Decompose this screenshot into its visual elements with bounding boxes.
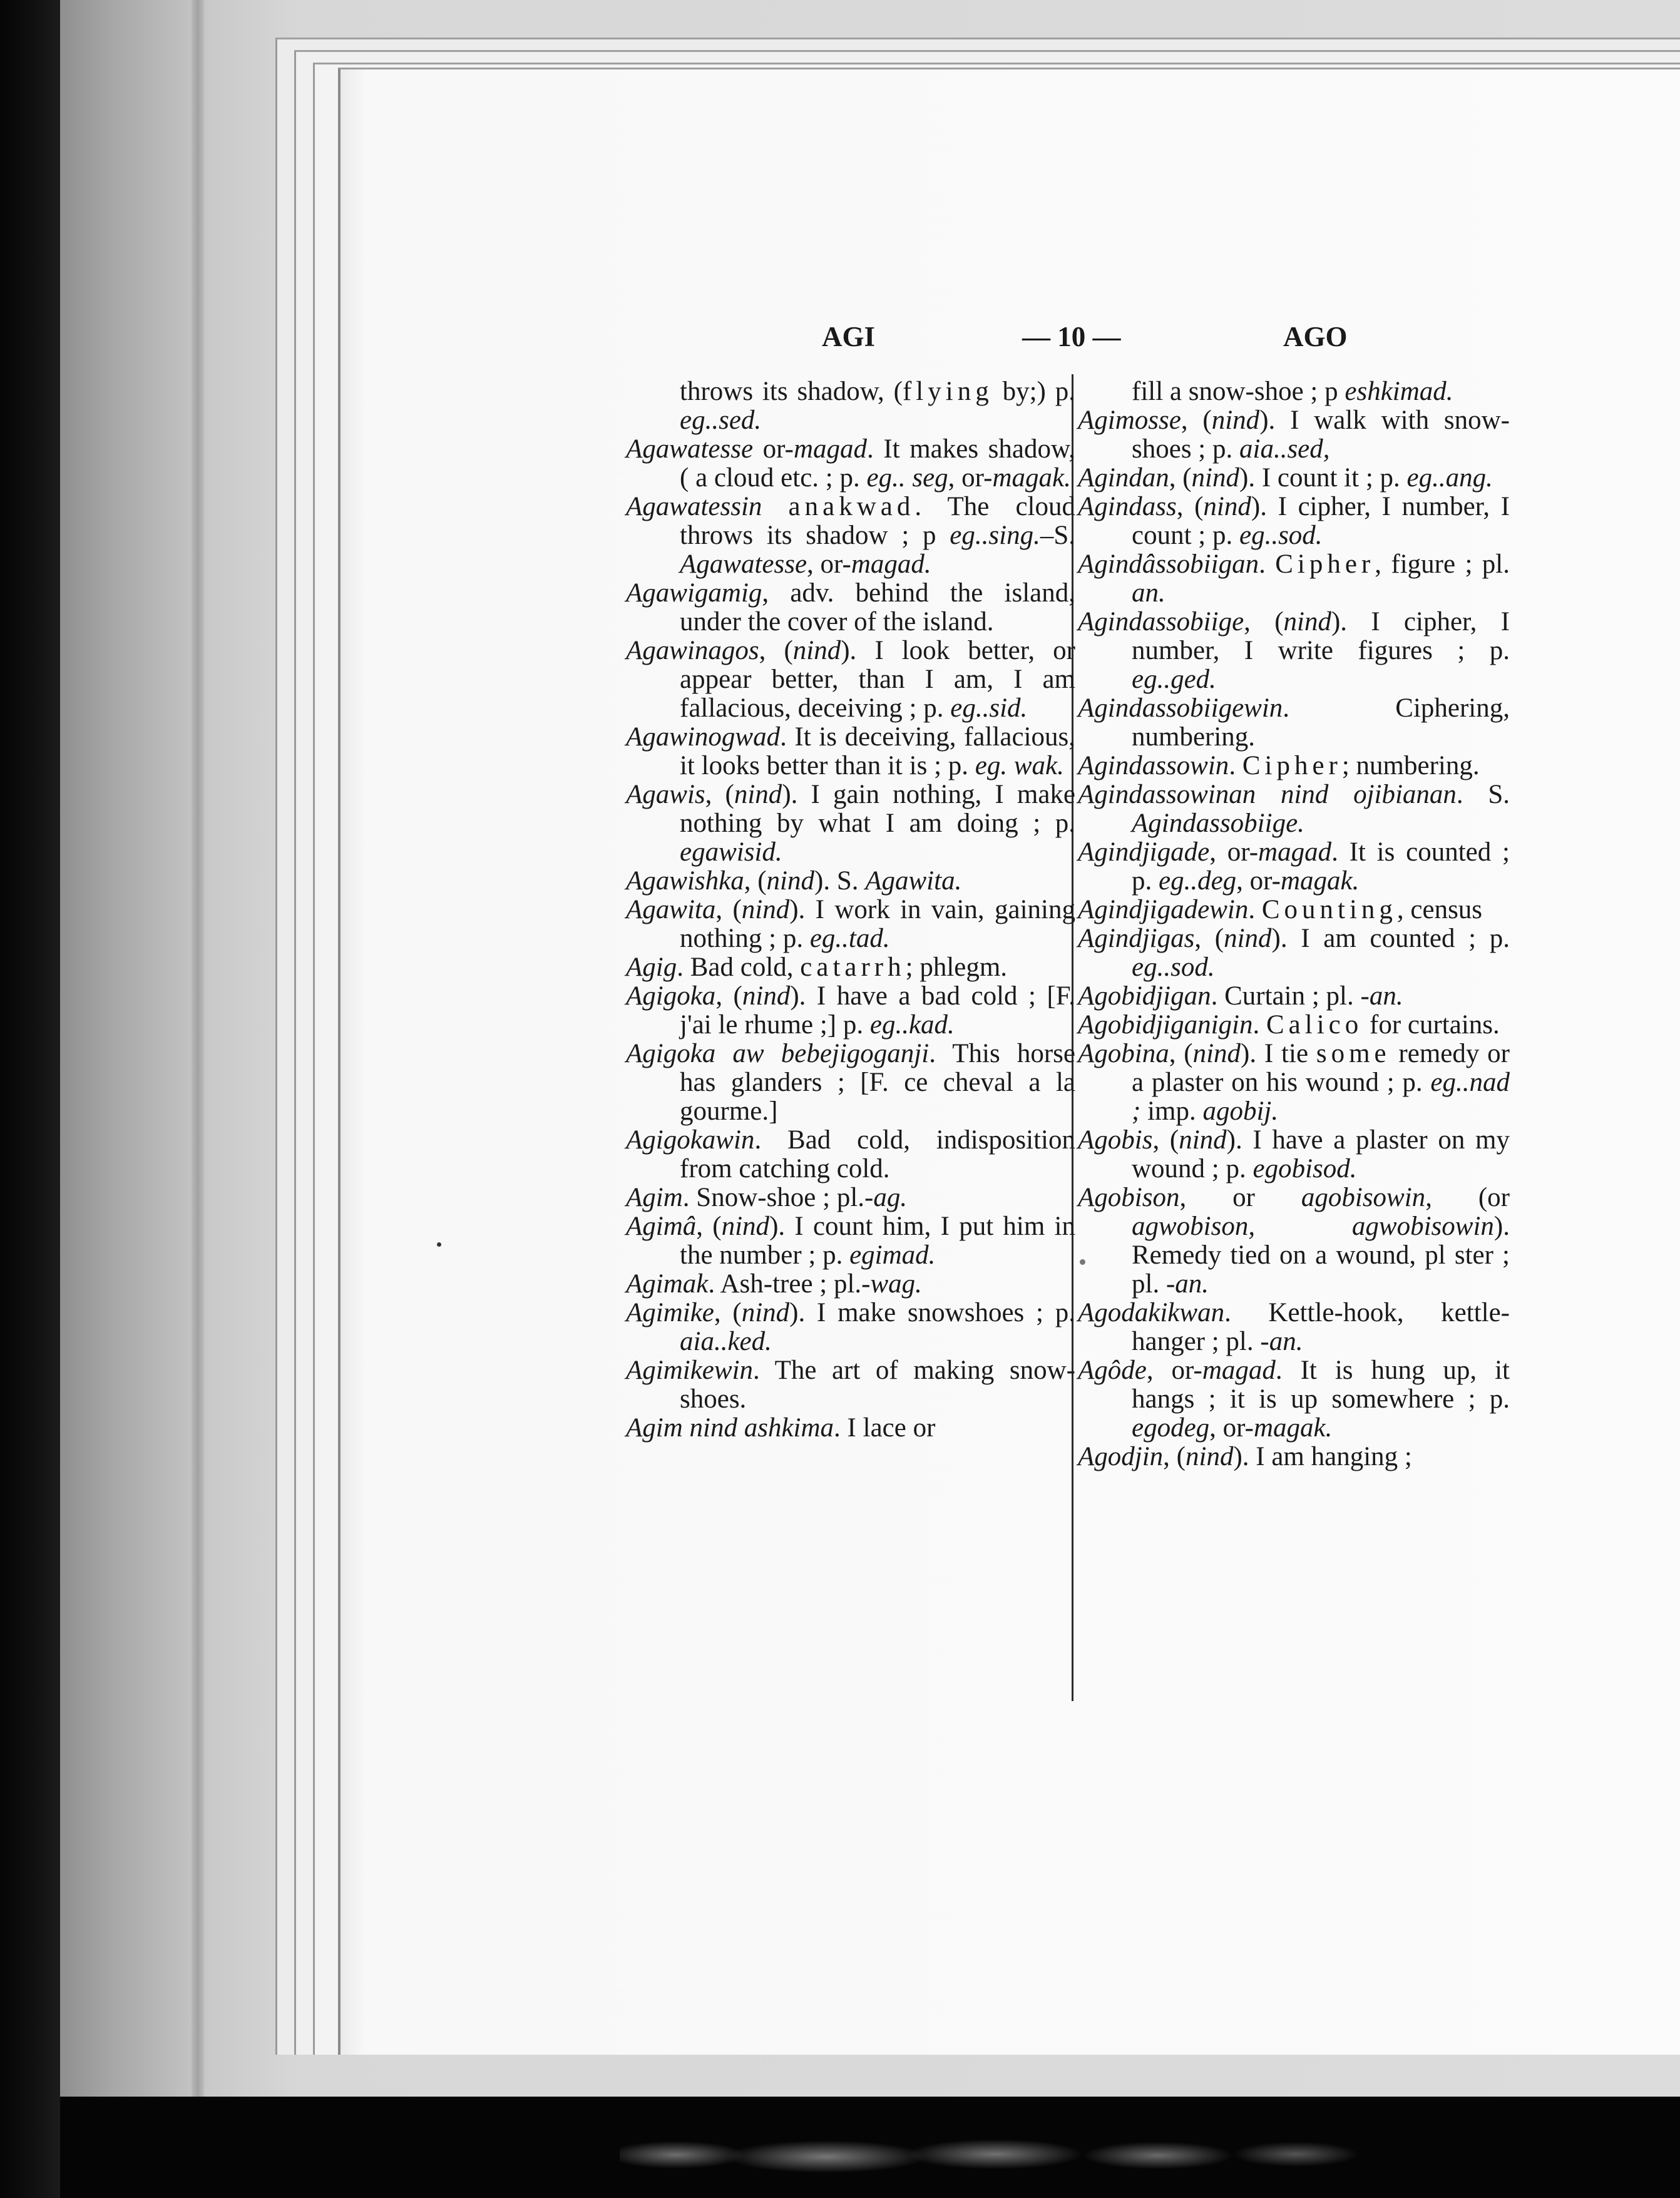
entry-headword: Agobina xyxy=(1078,1039,1169,1068)
dictionary-entry xyxy=(626,867,1075,896)
entry-italic-text: agobisowin xyxy=(1301,1183,1426,1212)
ink-speck xyxy=(437,1242,441,1247)
dictionary-entry xyxy=(626,1356,1075,1414)
entry-text: , ( xyxy=(1244,607,1284,636)
entry-text: . It makes shadow, ( a cloud etc. ; p. xyxy=(680,434,1076,493)
entry-italic-text: magak. xyxy=(1253,1413,1333,1443)
entry-text: –S. xyxy=(1040,521,1075,550)
dictionary-entry xyxy=(626,636,1075,723)
entry-headword: Agindassowin xyxy=(1078,751,1229,780)
dictionary-entry xyxy=(1078,608,1510,694)
dictionary-entry xyxy=(1078,464,1510,493)
dictionary-entry xyxy=(626,1040,1075,1126)
entry-headword: Agobidjigan xyxy=(1078,981,1211,1011)
entry-text: ). I count him, I put him in the number ; p. xyxy=(680,1212,1075,1270)
entry-text: or- xyxy=(753,434,794,464)
entry-text: . Snow-shoe ; pl.- xyxy=(682,1183,874,1212)
entry-italic-text: eshkimad. xyxy=(1345,377,1453,406)
entry-text: ). I gain nothing, I make nothing by what I am doing ; p. xyxy=(680,780,1075,838)
entry-text: . S. xyxy=(1456,780,1510,809)
entry-text: , ( xyxy=(1163,1442,1186,1471)
entry-text: . xyxy=(1248,895,1262,924)
entry-spaced-text: Counting xyxy=(1261,895,1397,924)
entry-italic-text: magad. xyxy=(851,550,931,579)
entry-italic-text: nind xyxy=(721,1212,770,1241)
entry-italic-text: nind xyxy=(1203,492,1251,521)
dictionary-entry xyxy=(1078,493,1510,550)
entry-text: fill a snow-shoe ; p xyxy=(1132,377,1345,406)
entry-italic-text: nind xyxy=(1283,607,1331,636)
entry-text: ). I have a bad cold ; [F. j'ai le rhume ;] p. xyxy=(680,981,1075,1040)
entry-italic-text: egobisod. xyxy=(1252,1154,1357,1183)
entry-italic-text: wag. xyxy=(870,1269,922,1299)
entry-spaced-text: Calico xyxy=(1266,1010,1363,1040)
entry-spaced-text: Cipher xyxy=(1242,751,1342,780)
entry-text: , ( xyxy=(715,981,742,1011)
entry-spaced-text: anakwad xyxy=(788,492,915,521)
entry-text: , ( xyxy=(696,1212,722,1241)
entry-text: ). I am hanging ; xyxy=(1233,1442,1412,1471)
entry-italic-text: nind xyxy=(734,780,782,809)
entry-headword: Agobidjiganigin xyxy=(1078,1010,1253,1040)
page-number: — 10 — xyxy=(1022,321,1121,352)
entry-headword: Agawinogwad xyxy=(626,722,781,752)
entry-text: ). I have a plaster on my wound ; p. xyxy=(1132,1125,1510,1183)
entry-italic-text: agwobison, agwobisowin xyxy=(1132,1212,1494,1241)
entry-text: ). I tie xyxy=(1241,1039,1316,1068)
entry-italic-text: nind xyxy=(1179,1125,1227,1155)
entry-italic-text: eg..sid. xyxy=(950,693,1028,723)
dictionary-entry xyxy=(1078,1011,1510,1040)
entry-text: . This horse has glanders ; [F. ce cheval a la gourme.] xyxy=(680,1039,1075,1126)
entry-italic-text: magak. xyxy=(1280,866,1360,896)
entry-headword: Agig xyxy=(626,953,677,982)
dictionary-entry xyxy=(626,1299,1075,1356)
entry-spaced-text: some xyxy=(1316,1039,1391,1068)
entry-italic-text: eg..nad ; xyxy=(1132,1068,1510,1126)
entry-text: , ( xyxy=(1194,924,1224,953)
dictionary-entry xyxy=(626,953,1075,982)
entry-italic-text: eg..ged. xyxy=(1132,665,1216,694)
entry-italic-text: eg..sed. xyxy=(680,406,762,435)
dictionary-entry xyxy=(626,1414,1075,1443)
entry-text: ). I count it ; p. xyxy=(1239,463,1407,493)
entry-headword: Agigoka aw bebejigoganji xyxy=(626,1039,930,1068)
entry-italic-text: an. xyxy=(1175,1269,1209,1299)
entry-text: . Ash-tree ; pl.- xyxy=(708,1269,871,1299)
entry-italic-text: eg. wak. xyxy=(975,751,1064,780)
entry-headword: Agindass xyxy=(1078,492,1177,521)
entry-headword: Agawatessin xyxy=(626,492,789,521)
dictionary-entry xyxy=(1078,1299,1510,1356)
entry-text: , figure ; pl. xyxy=(1375,550,1510,579)
entry-headword: Agimosse xyxy=(1078,406,1181,435)
entry-text: , or- xyxy=(1209,837,1259,867)
entry-text: ). I am counted ; p. xyxy=(1271,924,1510,953)
entry-text: . It is hung up, it hangs ; it is up somewhere ; p. xyxy=(1132,1356,1510,1414)
entry-italic-text: nind xyxy=(1191,463,1239,493)
dictionary-entry xyxy=(626,1126,1075,1183)
entry-italic-text: nind xyxy=(766,866,814,896)
scan-smudge xyxy=(620,2133,1358,2177)
entry-headword: Agobis xyxy=(1078,1125,1153,1155)
entry-italic-text: nind xyxy=(741,1298,790,1327)
entry-text: . Bad cold, xyxy=(677,953,801,982)
entry-headword: Agindassowinan nind ojibianan xyxy=(1078,780,1457,809)
entry-headword: Agigokawin xyxy=(626,1125,755,1155)
entry-spaced-text: catarrh xyxy=(800,953,906,982)
dictionary-entry xyxy=(626,780,1075,867)
entry-text: , ( xyxy=(705,780,734,809)
entry-italic-text: eg..sing. xyxy=(950,521,1040,550)
entry-italic-text: ag. xyxy=(873,1183,908,1212)
entry-text: , adv. behind the island, under the cover of the island. xyxy=(680,578,1075,636)
entry-text: , ( xyxy=(715,895,742,924)
entry-text: , census xyxy=(1396,895,1483,924)
entry-text: , ( xyxy=(714,1298,742,1327)
dictionary-entry xyxy=(1078,896,1510,924)
scan-left-edge xyxy=(0,0,60,2198)
entry-headword: Agindâssobiigan xyxy=(1078,550,1259,579)
entry-text: ). S. xyxy=(814,866,866,896)
entry-headword: Agawinagos xyxy=(626,636,759,665)
entry-text: , or- xyxy=(1146,1356,1202,1385)
entry-italic-text: magad xyxy=(1258,837,1332,867)
entry-headword: Agimike xyxy=(626,1298,714,1327)
entry-italic-text: eg..kad. xyxy=(869,1010,955,1040)
entry-text: , ( xyxy=(1181,406,1212,435)
entry-text: , ( xyxy=(1169,1039,1193,1068)
entry-text: imp. xyxy=(1140,1096,1203,1126)
entry-text: , ( xyxy=(1176,492,1204,521)
entry-text: , ( xyxy=(744,866,767,896)
entry-text: . Ciphering, numbering. xyxy=(1132,693,1510,752)
entry-text: , or- xyxy=(1236,866,1281,896)
entry-headword: Agodjin xyxy=(1078,1442,1164,1471)
dictionary-entry xyxy=(626,982,1075,1040)
dictionary-entry xyxy=(1078,1183,1510,1299)
dictionary-entry xyxy=(1078,406,1510,464)
entry-headword: Agigoka xyxy=(626,981,716,1011)
entry-text: . xyxy=(1259,550,1276,579)
entry-text: , or- xyxy=(807,550,851,579)
entry-italic-text: nind xyxy=(1211,406,1260,435)
entry-italic-text: aia..ked. xyxy=(680,1327,772,1356)
entry-italic-text: eg..sod. xyxy=(1239,521,1323,550)
running-head-left: AGI xyxy=(822,321,876,352)
entry-headword: Agindjigadewin xyxy=(1078,895,1249,924)
entry-headword: Agindan xyxy=(1078,463,1169,493)
entry-text: , or- xyxy=(1209,1413,1254,1443)
entry-italic-text: an. xyxy=(1269,1327,1303,1356)
entry-text: , ( xyxy=(759,636,793,665)
entry-italic-text: nind xyxy=(1192,1039,1241,1068)
entry-italic-text: nind xyxy=(792,636,841,665)
entry-text: . The cloud throws its shadow ; p xyxy=(680,492,1075,550)
running-head-right: AGO xyxy=(1283,321,1348,352)
entry-headword: Agodakikwan xyxy=(1078,1298,1225,1327)
entry-text: , or- xyxy=(948,463,993,493)
entry-text: ). I cipher, I number, I write figures ; p. xyxy=(1132,607,1510,665)
entry-italic-text: Agawatesse xyxy=(680,550,807,579)
dictionary-entry xyxy=(626,896,1075,953)
entry-text: ). I make snowshoes ; p. xyxy=(789,1298,1075,1327)
entry-headword: Agawigamig xyxy=(626,578,762,608)
entry-italic-text: nind xyxy=(1186,1442,1234,1471)
entry-headword: Agawita xyxy=(626,895,716,924)
dictionary-entry xyxy=(626,1212,1075,1270)
entry-text: ). I look better, or appear better, than I am, I am fallacious, deceiving ; p. xyxy=(680,636,1075,723)
dictionary-entry xyxy=(626,1270,1075,1299)
entry-headword: Agimikewin xyxy=(626,1356,754,1385)
dictionary-entry xyxy=(626,435,1075,493)
dictionary-entry xyxy=(626,723,1075,780)
dictionary-entry xyxy=(1078,1126,1510,1183)
dictionary-entry-continuation xyxy=(1078,377,1510,406)
entry-text: . Bad cold, indisposition from catching cold. xyxy=(680,1125,1075,1183)
entry-italic-text: egodeg xyxy=(1132,1413,1210,1443)
entry-headword: Agim nind ashkima xyxy=(626,1413,834,1443)
entry-italic-text: egimad. xyxy=(849,1240,936,1270)
dictionary-entry xyxy=(626,1183,1075,1212)
entry-italic-text: eg..sod. xyxy=(1132,953,1215,982)
dictionary-entry xyxy=(1078,1040,1510,1126)
entry-text: , or xyxy=(1179,1183,1301,1212)
entry-headword: Agim xyxy=(626,1183,683,1212)
entry-text: , ( xyxy=(1169,463,1192,493)
dictionary-entry xyxy=(1078,838,1510,896)
entry-headword: Agobison xyxy=(1078,1183,1180,1212)
entry-headword: Agawatesse xyxy=(626,434,754,464)
dictionary-entry xyxy=(1078,1356,1510,1443)
entry-text: , (or xyxy=(1425,1183,1510,1212)
entry-headword: Agindassobiigewin xyxy=(1078,693,1283,723)
entry-text: . I lace or xyxy=(834,1413,936,1443)
entry-headword: Agawis xyxy=(626,780,705,809)
dictionary-entry xyxy=(1078,780,1510,838)
entry-text: ). I cipher, I number, I count ; p. xyxy=(1132,492,1510,550)
entry-headword: Agôde xyxy=(1078,1356,1147,1385)
entry-italic-text: an. xyxy=(1132,578,1165,608)
entry-italic-text: Agindassobiige. xyxy=(1132,809,1304,838)
dictionary-entry xyxy=(626,493,1075,579)
entry-headword: Agindassobiige xyxy=(1078,607,1244,636)
entry-headword: Agindjigade xyxy=(1078,837,1210,867)
dictionary-entry xyxy=(1078,550,1510,608)
entry-text: . xyxy=(1252,1010,1266,1040)
dictionary-entry xyxy=(626,579,1075,636)
dictionary-entry xyxy=(1078,924,1510,982)
entry-headword: Agawishka xyxy=(626,866,744,896)
entry-text: throws its shadow, ( xyxy=(680,377,903,406)
entry-italic-text: eg..ang. xyxy=(1406,463,1493,493)
dictionary-entry xyxy=(1078,982,1510,1011)
entry-text: ; phlegm. xyxy=(905,953,1008,982)
entry-text: ). Remedy tied on a wound, pl ster ; pl. - xyxy=(1132,1212,1510,1299)
entry-text: ; numbering. xyxy=(1341,751,1480,780)
entry-spaced-text: Cipher xyxy=(1275,550,1375,579)
dictionary-entry xyxy=(1078,1443,1510,1471)
entry-italic-text: agobij. xyxy=(1202,1096,1279,1126)
entry-italic-text: Agawita. xyxy=(865,866,962,896)
entry-text: remedy or a plaster on his wound ; p. xyxy=(1132,1039,1510,1097)
entry-text: , ( xyxy=(1152,1125,1179,1155)
entry-text: ). I work in vain, gaining nothing ; p. xyxy=(680,895,1075,953)
right-column xyxy=(1078,377,1510,1471)
entry-text: . It is counted ; p. xyxy=(1132,837,1510,896)
entry-italic-text: magad xyxy=(793,434,867,464)
entry-italic-text: nind xyxy=(741,895,790,924)
entry-headword: Agimâ xyxy=(626,1212,697,1241)
entry-italic-text: nind xyxy=(1224,924,1272,953)
entry-headword: Agindjigas xyxy=(1078,924,1195,953)
entry-italic-text: nind xyxy=(742,981,791,1011)
entry-italic-text: eg.. seg xyxy=(866,463,948,493)
dictionary-entry xyxy=(1078,752,1510,780)
entry-text: by;) p. xyxy=(993,377,1075,406)
entry-text: . Curtain ; pl. - xyxy=(1211,981,1370,1011)
entry-text: for curtains. xyxy=(1363,1010,1500,1040)
entry-text: . xyxy=(1229,751,1242,780)
entry-italic-text: an. xyxy=(1369,981,1403,1011)
entry-text: . It is deceiving, fallacious, it looks better than it is ; p. xyxy=(680,722,1075,780)
entry-headword: Agimak xyxy=(626,1269,709,1299)
entry-text: ). I walk with snow-shoes ; p. xyxy=(1132,406,1510,464)
entry-italic-text: magak. xyxy=(992,463,1071,493)
entry-text: . Kettle-hook, kettle-hanger ; pl. - xyxy=(1132,1298,1510,1356)
entry-italic-text: aia..sed, xyxy=(1239,434,1330,464)
entry-italic-text: magad xyxy=(1202,1356,1276,1385)
dictionary-entry xyxy=(1078,694,1510,752)
entry-italic-text: eg..deg xyxy=(1159,866,1237,896)
entry-italic-text: egawisid. xyxy=(680,837,782,867)
left-column xyxy=(626,377,1075,1443)
entry-text: . The art of making snow-shoes. xyxy=(680,1356,1075,1414)
dictionary-entry-continuation xyxy=(626,377,1075,435)
entry-italic-text: eg..tad. xyxy=(809,924,890,953)
entry-spaced-text: flying xyxy=(902,377,993,406)
